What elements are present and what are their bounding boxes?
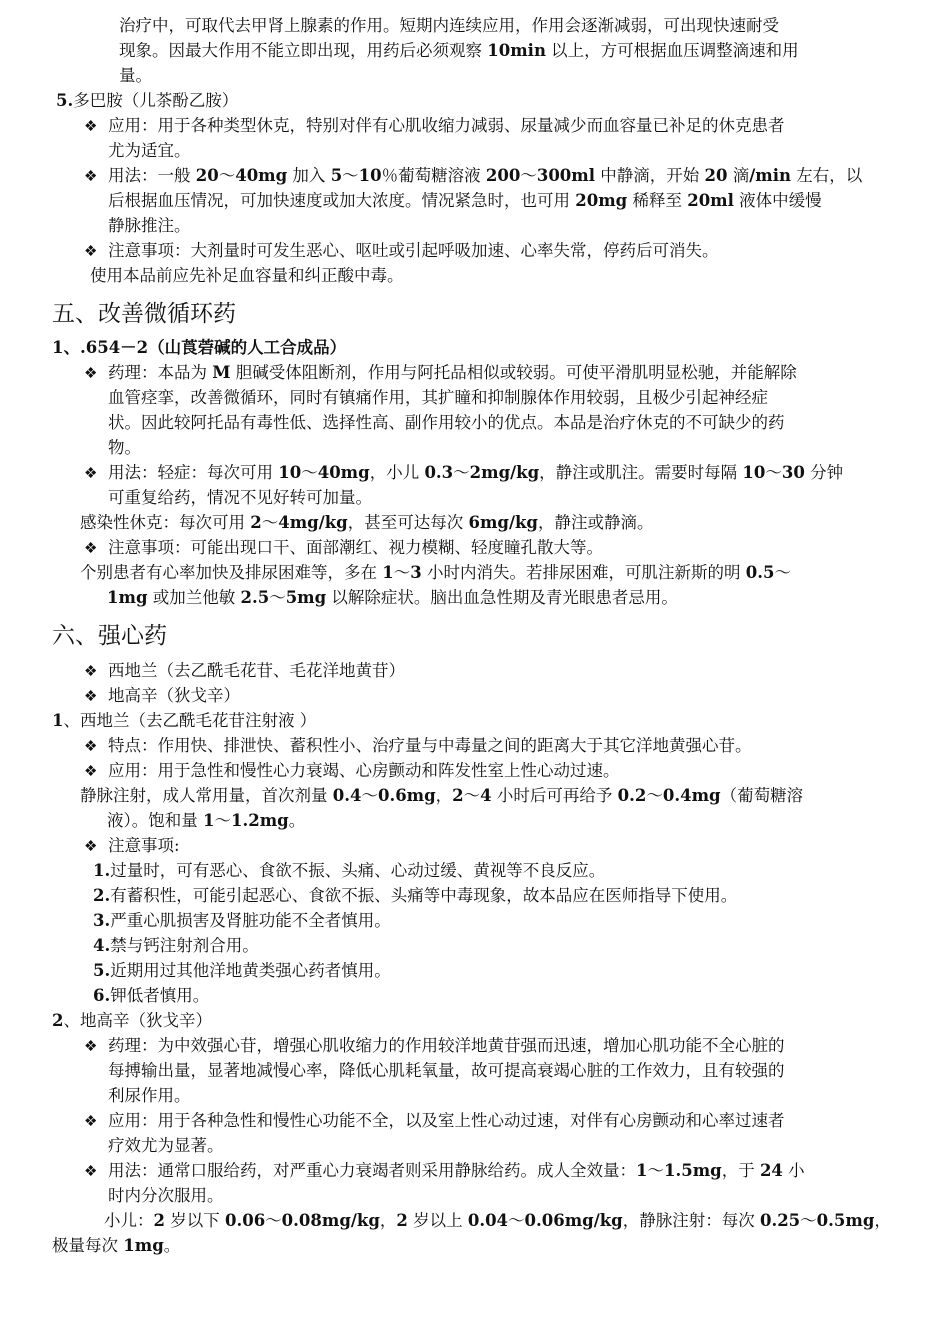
list-item: 西地兰（去乙酰毛花苷、毛花洋地黄苷） xyxy=(108,661,405,680)
bullet-icon: ❖ xyxy=(84,364,98,382)
text-line: 使用本品前应先补足血容量和纠正酸中毒。 xyxy=(90,266,404,285)
text-line: 1mg 或加兰他敏 2.5～5mg 以解除症状。脑出血急性期及青光眼患者忌用。 xyxy=(107,588,678,607)
text-line: 注意事项: xyxy=(108,836,180,855)
list-item: 地高辛（狄戈辛） xyxy=(108,686,240,705)
text-line: 特点：作用快、排泄快、蓄积性小、治疗量与中毒量之间的距离大于其它洋地黄强心苷。 xyxy=(108,736,752,755)
text-line: 极量每次 1mg。 xyxy=(52,1236,181,1255)
text-line: 每搏输出量，显著地减慢心率，降低心肌耗氧量，故可提高衰竭心脏的工作效力，且有较强的 xyxy=(108,1061,785,1080)
text-line: 应用：用于各种急性和慢性心功能不全，以及室上性心动过速，对伴有心房颤动和心率过速者 xyxy=(108,1111,785,1130)
bullet-icon: ❖ xyxy=(84,117,98,135)
list-item: 4.禁与钙注射剂合用。 xyxy=(93,936,259,955)
text-line: 小儿：2 岁以下 0.06～0.08mg/kg，2 岁以上 0.04～0.06mg/kg，静脉注射：每次 0.25～0.5mg， xyxy=(104,1211,891,1230)
text-line: 用法：一般 20～40mg 加入 5～10％葡萄糖溶液 200～300ml 中静滴，开始 20 滴/min 左右，以 xyxy=(108,166,863,185)
drug-title-654-2: 1、.654－2（山莨菪碱的人工合成品） xyxy=(52,338,347,357)
text-line: 现象。因最大作用不能立即出现，用药后必须观察 10min 以上，方可根据血压调整滴速和用 xyxy=(119,41,799,60)
text-line: 血管痉挛，改善微循环，同时有镇痛作用，其扩瞳和抑制腺体作用较弱，且极少引起神经症 xyxy=(108,388,768,407)
text-line: 疗效尤为显著。 xyxy=(108,1136,224,1155)
bullet-icon: ❖ xyxy=(84,737,98,755)
text-line: 液）。饱和量 1～1.2mg。 xyxy=(107,811,306,830)
section-heading-5: 五、改善微循环药 xyxy=(52,301,236,327)
bullet-icon: ❖ xyxy=(84,1162,98,1180)
drug-title-digoxin: 2、地高辛（狄戈辛） xyxy=(52,1011,212,1030)
drug-title-cedilanid: 1、西地兰（去乙酰毛花苷注射液 ） xyxy=(52,711,317,730)
list-item: 1.过量时，可有恶心、食欲不振、头痛、心动过缓、黄视等不良反应。 xyxy=(93,861,606,880)
text-line: 量。 xyxy=(119,66,152,85)
text-line: 治疗中，可取代去甲肾上腺素的作用。短期内连续应用，作用会逐渐减弱，可出现快速耐受 xyxy=(119,16,779,35)
text-line: 尤为适宜。 xyxy=(108,141,191,160)
bullet-icon: ❖ xyxy=(84,167,98,185)
drug-title-dopamine: 5.多巴胺（儿茶酚乙胺） xyxy=(56,91,239,110)
text-line: 后根据血压情况，可加快速度或加大浓度。情况紧急时，也可用 20mg 稀释至 20ml 液体中缓慢 xyxy=(108,191,822,210)
list-item: 5.近期用过其他洋地黄类强心药者慎用。 xyxy=(93,961,391,980)
text-line: 注意事项：大剂量时可发生恶心、呕吐或引起呼吸加速、心率失常，停药后可消失。 xyxy=(108,241,719,260)
bullet-icon: ❖ xyxy=(84,1112,98,1130)
text-line: 用法：通常口服给药，对严重心力衰竭者则采用静脉给药。成人全效量：1～1.5mg，于 24 小 xyxy=(108,1161,805,1180)
text-line: 利尿作用。 xyxy=(108,1086,191,1105)
bullet-icon: ❖ xyxy=(84,762,98,780)
text-line: 个别患者有心率加快及排尿困难等，多在 1～3 小时内消失。若排尿困难，可肌注新斯的明 0.5～ xyxy=(80,563,791,582)
text-line: 药理：本品为 M 胆碱受体阻断剂，作用与阿托品相似或较弱。可使平滑肌明显松驰，并能解除 xyxy=(108,363,797,382)
text-line: 静脉注射，成人常用量，首次剂量 0.4～0.6mg，2～4 小时后可再给予 0.2～0.4mg（葡萄糖溶 xyxy=(80,786,804,805)
bullet-icon: ❖ xyxy=(84,242,98,260)
text-line: 注意事项：可能出现口干、面部潮红、视力模糊、轻度瞳孔散大等。 xyxy=(108,538,603,557)
text-line: 药理：为中效强心苷，增强心肌收缩力的作用较洋地黄苷强而迅速，增加心肌功能不全心脏的 xyxy=(108,1036,785,1055)
text-line: 应用：用于急性和慢性心力衰竭、心房颤动和阵发性室上性心动过速。 xyxy=(108,761,620,780)
text-line: 静脉推注。 xyxy=(108,216,191,235)
text-line: 可重复给药，情况不见好转可加量。 xyxy=(108,488,372,507)
list-item: 3.严重心肌损害及肾脏功能不全者慎用。 xyxy=(93,911,391,930)
text-line: 时内分次服用。 xyxy=(108,1186,224,1205)
bullet-icon: ❖ xyxy=(84,539,98,557)
text-line: 状。因此较阿托品有毒性低、选择性高、副作用较小的优点。本品是治疗休克的不可缺少的药 xyxy=(108,413,785,432)
bullet-icon: ❖ xyxy=(84,464,98,482)
text-line: 应用：用于各种类型休克，特别对伴有心肌收缩力减弱、尿量减少而血容量已补足的休克患者 xyxy=(108,116,785,135)
text-line: 物。 xyxy=(108,438,141,457)
bullet-icon: ❖ xyxy=(84,1037,98,1055)
bullet-icon: ❖ xyxy=(84,837,98,855)
text-line: 用法：轻症：每次可用 10～40mg，小儿 0.3～2mg/kg，静注或肌注。需要时每隔 10～30 分钟 xyxy=(108,463,844,482)
text-line: 感染性休克：每次可用 2～4mg/kg，甚至可达每次 6mg/kg，静注或静滴。 xyxy=(80,513,654,532)
list-item: 2.有蓄积性，可能引起恶心、食欲不振、头痛等中毒现象，故本品应在医师指导下使用。 xyxy=(93,886,738,905)
bullet-icon: ❖ xyxy=(84,662,98,680)
bullet-icon: ❖ xyxy=(84,687,98,705)
section-heading-6: 六、强心药 xyxy=(52,623,167,649)
list-item: 6.钾低者慎用。 xyxy=(93,986,210,1005)
